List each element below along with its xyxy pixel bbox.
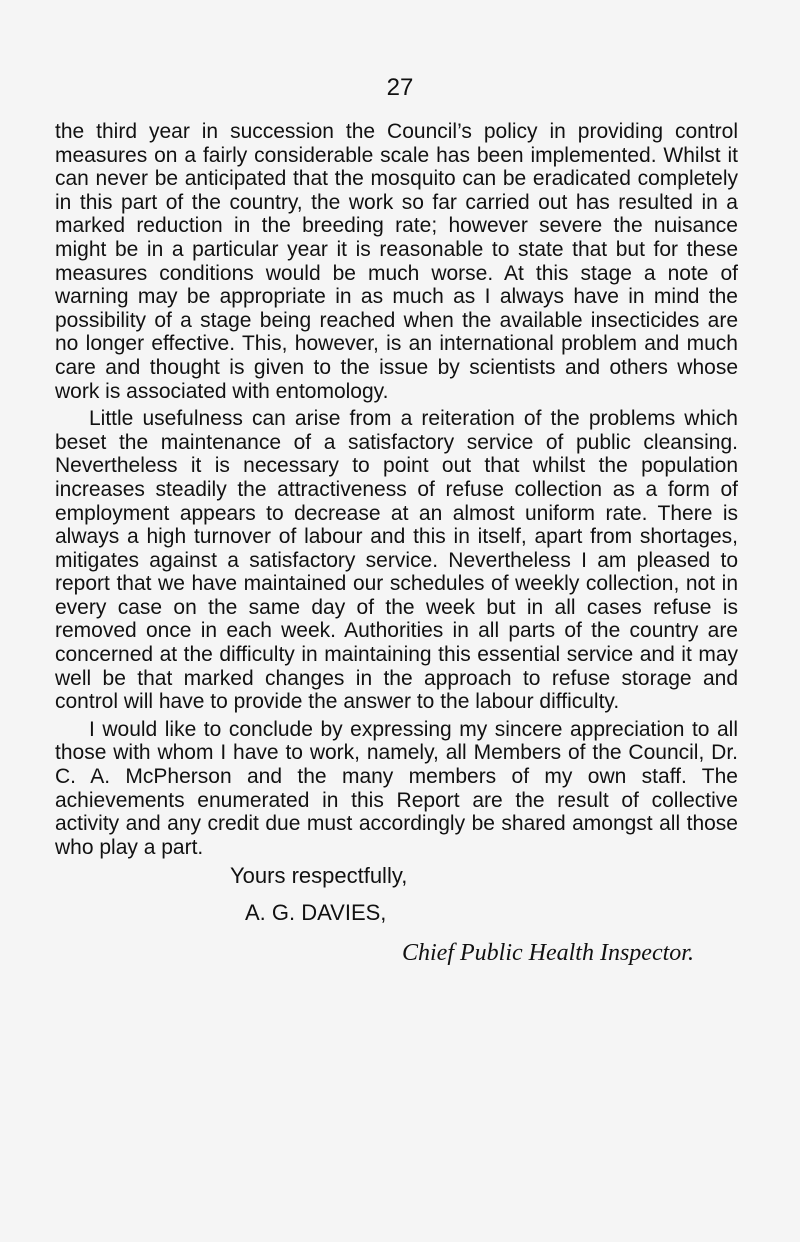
paragraph-public-cleansing: Little usefulness can arise from a reiteration of the problems which beset the maintenance of a satisfactory service of public cleansing. Nevertheless it is necessary to point out that whilst the population increases steadily the attractiveness of refuse collection as a form of employment appears to decrease at an almost uniform rate. There is always a high turnover of labour and this in itself, apart from shortages, mitigates against a satisfactory service. Nevertheless I am pleased to report that we have maintained our schedules of weekly collection, not in every case on the same day of the week but in all cases refuse is removed once in each week. Authorities in all parts of the country are concerned at the difficulty in maintaining this essential service and it may well be that marked changes in the approach to refuse storage and control will have to provide the answer to the labour difficulty. [55,407,738,714]
signatory-name: A. G. DAVIES, [245,900,387,925]
page-number: 27 [386,74,414,101]
paragraph-mosquito-control: the third year in succession the Council’s policy in providing control measures on a fairly considerable scale has been implemented. Whilst it can never be anticipated that the mosquito can be eradicated completely in this part of the country, the work so far carried out has resulted in a marked reduction in the breeding rate; however severe the nuisance might be in a particular year it is reasonable to state that but for these measures conditions would be much worse. At this stage a note of warning may be appropriate in as much as I always have in mind the possibility of a stage being reached when the available insecticides are no longer effective. This, however, is an international problem and much care and thought is given to the issue by scientists and others whose work is associated with entomology. [55,120,738,403]
closing-line: Yours respectfully, [230,863,408,888]
letter-body [55,120,738,863]
paragraph-appreciation: I would like to conclude by expressing my sincere appreciation to all those with whom I have to work, namely, all Members of the Council, Dr. C. A. McPherson and the many members of my own staff. The achievements enumerated in this Report are the result of collective activity and any credit due must accordingly be shared amongst all those who play a part. [55,717,738,859]
signatory-title: Chief Public Health Inspector. [402,940,694,966]
